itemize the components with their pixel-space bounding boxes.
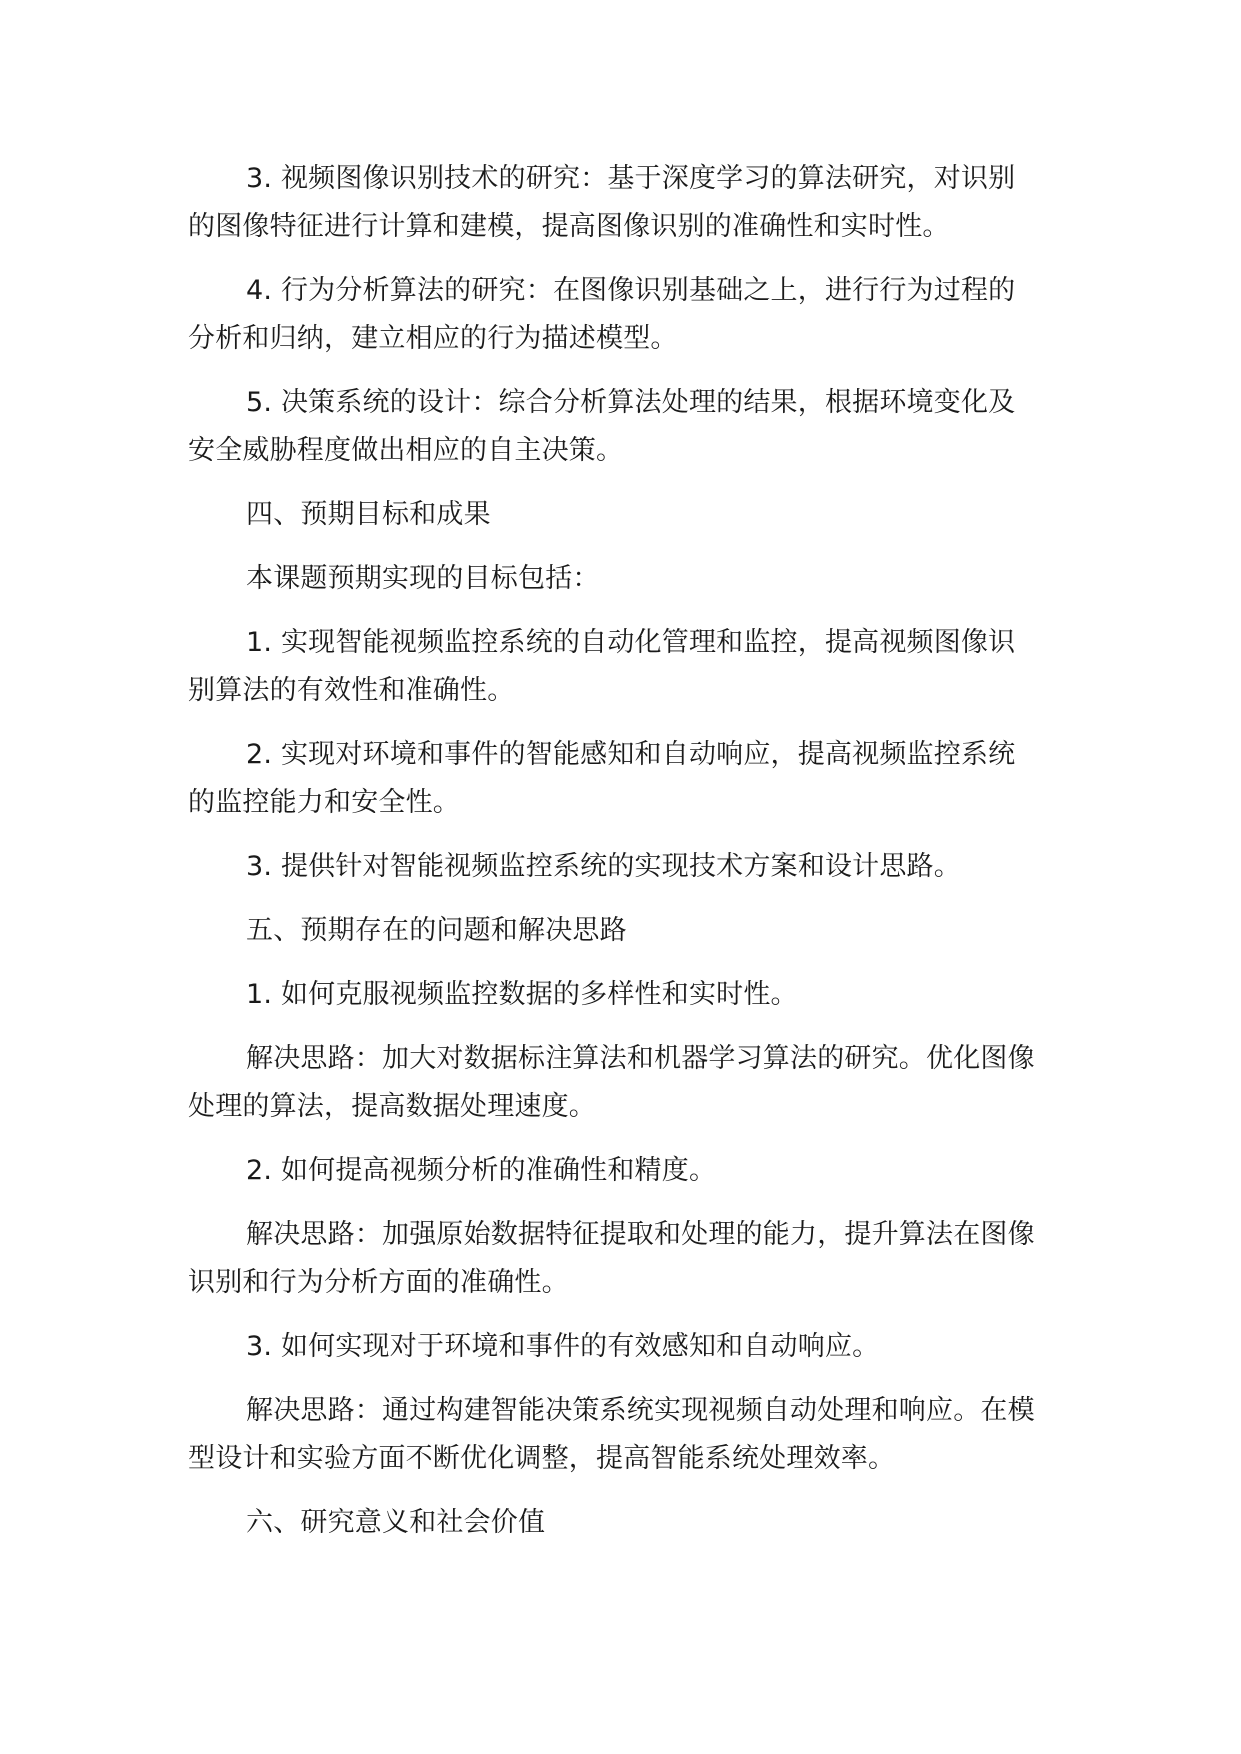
paragraph-problem-1: 1. 如何克服视频监控数据的多样性和实时性。 <box>246 979 798 1010</box>
paragraph-solution-1: 解决思路：加大对数据标注算法和机器学习算法的研究。优化图像处理的算法，提高数据处理速度。 <box>188 1043 1035 1122</box>
paragraph-video-image-recognition: 3. 视频图像识别技术的研究：基于深度学习的算法研究，对识别的图像特征进行计算和建模，提高图像识别的准确性和实时性。 <box>188 163 1016 242</box>
paragraph-behavior-analysis: 4. 行为分析算法的研究：在图像识别基础之上，进行行为过程的分析和归纳，建立相应的行为描述模型。 <box>188 275 1016 354</box>
paragraph-solution-3: 解决思路：通过构建智能决策系统实现视频自动处理和响应。在模型设计和实验方面不断优化调整，提高智能系统处理效率。 <box>188 1395 1035 1474</box>
section-heading-goals: 四、预期目标和成果 <box>246 499 491 530</box>
paragraph-goal-3: 3. 提供针对智能视频监控系统的实现技术方案和设计思路。 <box>246 851 961 882</box>
paragraph-problem-3: 3. 如何实现对于环境和事件的有效感知和自动响应。 <box>246 1331 880 1362</box>
paragraph-goal-2: 2. 实现对环境和事件的智能感知和自动响应，提高视频监控系统的监控能力和安全性。 <box>188 739 1016 818</box>
paragraph-problem-2: 2. 如何提高视频分析的准确性和精度。 <box>246 1155 717 1186</box>
paragraph-goals-intro: 本课题预期实现的目标包括： <box>246 563 600 594</box>
section-heading-significance: 六、研究意义和社会价值 <box>246 1507 546 1538</box>
paragraph-solution-2: 解决思路：加强原始数据特征提取和处理的能力，提升算法在图像识别和行为分析方面的准确性。 <box>188 1219 1035 1298</box>
paragraph-goal-1: 1. 实现智能视频监控系统的自动化管理和监控，提高视频图像识别算法的有效性和准确性。 <box>188 627 1016 706</box>
section-heading-problems: 五、预期存在的问题和解决思路 <box>246 915 627 946</box>
document-page <box>188 155 1041 1563</box>
paragraph-decision-system: 5. 决策系统的设计：综合分析算法处理的结果，根据环境变化及安全威胁程度做出相应的自主决策。 <box>188 387 1016 466</box>
